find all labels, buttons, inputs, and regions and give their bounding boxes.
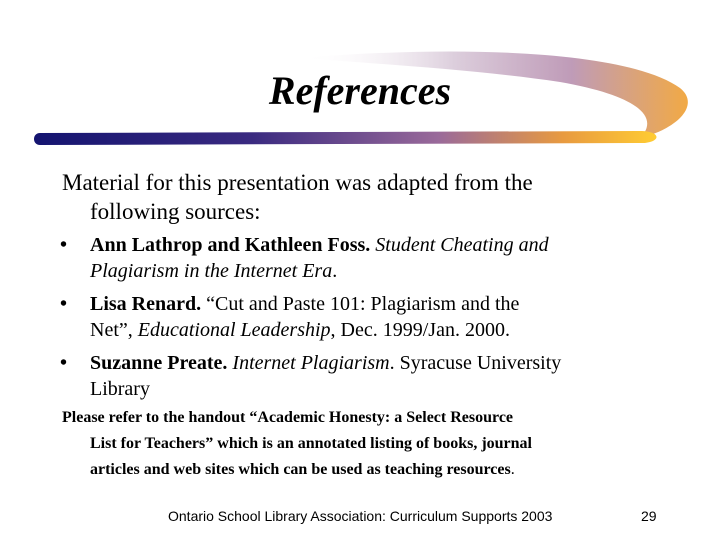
reference-item	[58, 292, 668, 343]
reference-author: Suzanne Preate.	[90, 352, 228, 374]
intro-line-2: following sources:	[90, 199, 261, 224]
reference-text: “Cut and Paste 101: Plagiarism and the	[206, 293, 520, 315]
reference-text-cont: Net”,	[90, 318, 133, 341]
reference-tail: .	[332, 259, 338, 282]
reference-work: Internet Plagiarism	[232, 352, 390, 374]
reference-work: Student Cheating and	[375, 234, 549, 256]
reference-item	[58, 233, 668, 284]
bullet-dot: •	[60, 293, 68, 315]
handout-note	[62, 405, 662, 483]
reference-text: . Syracuse University	[389, 352, 562, 374]
reference-author: Lisa Renard.	[90, 293, 202, 315]
note-line-2: List for Teachers” which is an annotated listing of books, journal	[90, 435, 532, 452]
note-tail: .	[510, 461, 515, 478]
reference-author: Ann Lathrop and Kathleen Foss.	[90, 234, 371, 256]
bullet-dot: •	[60, 234, 68, 256]
reference-text-cont: Library	[90, 377, 150, 400]
reference-item	[58, 351, 668, 402]
reference-list	[58, 233, 668, 410]
reference-work-cont: Plagiarism in the Internet Era	[90, 259, 333, 282]
note-line-1: Please refer to the handout “Academic Honesty: a Select Resource	[62, 409, 514, 426]
intro-text	[62, 168, 682, 226]
intro-line-1: Material for this presentation was adapted from the	[62, 170, 533, 195]
page-number: 29	[641, 508, 657, 524]
reference-date: , Dec. 1999/Jan. 2000.	[330, 318, 510, 341]
footer-source: Ontario School Library Association: Curriculum Supports 2003	[168, 508, 553, 524]
bullet-dot: •	[60, 352, 68, 374]
slide-title: References	[268, 68, 452, 113]
reference-journal: Educational Leadership	[137, 318, 331, 341]
note-line-3: articles and web sites which can be used as teaching resources	[90, 461, 511, 478]
